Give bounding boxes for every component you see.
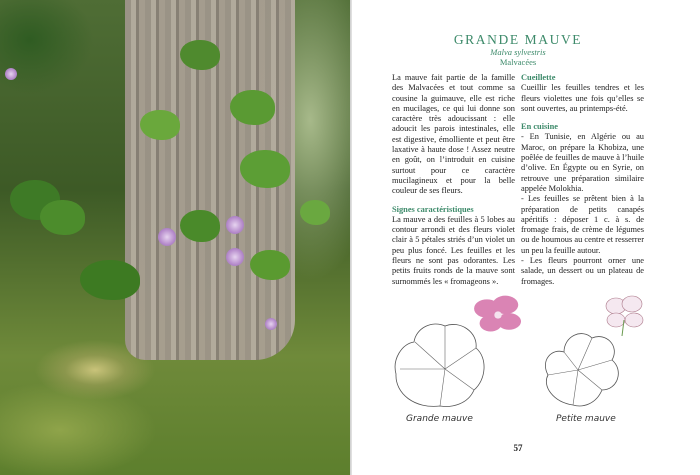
leaf: [180, 210, 220, 242]
intro-text: La mauve fait partie de la famille des Malvacées et tout comme sa cousine la guimauve, elle est riche en mucilages, ce qui lui donne son caractère très adoucissant : elle adoucit les parois intestinales, elle est digestive, émolliente et peut être laxative à haute dose ! Assez neutre en goût, on l’introduit en cuisine surtout pour ce caractère mucilagineux et pour la belle couleur de ses fleurs.: [392, 73, 515, 196]
leaf: [140, 110, 180, 140]
page-number: 57: [513, 443, 523, 453]
latin-name: Malva sylvestris: [490, 47, 546, 57]
flower: [265, 318, 277, 330]
kitchen-item: - Les fleurs pourront orner une salade, un dessert ou un plateau de fromages.: [521, 256, 644, 286]
flower: [226, 248, 244, 266]
signs-heading: Signes caractéristiques: [392, 204, 474, 214]
leaf: [250, 250, 290, 280]
page-title: GRANDE MAUVE: [453, 32, 583, 47]
leaf: [180, 40, 220, 70]
small-mallow-flower-illustration: [600, 290, 648, 338]
leaf: [300, 200, 330, 225]
flower: [226, 216, 244, 234]
leaf: [240, 150, 290, 188]
left-column: [392, 73, 515, 287]
flower: [158, 228, 176, 246]
kitchen-item: - En Tunisie, en Algérie ou au Maroc, on prépare la Khobiza, une poêlée de feuilles de mauve à l’huile d’olive. En Égypte ou en Syrie, on retrouve une préparation similaire appelée Molokhia.: [521, 132, 644, 193]
kitchen-item: - Les feuilles se prêtent bien à la préparation de petits canapés apéritifs : déposer 1 c. à s. de fromage frais, de crème de légumes ou de houmous au centre et resserrer un peu la feuille autour.: [521, 194, 644, 255]
leaf: [40, 200, 85, 235]
recipe-page: [352, 0, 700, 475]
kitchen-heading: En cuisine: [521, 122, 559, 132]
caption-small-mallow: Petite mauve: [556, 414, 616, 424]
plant-family: Malvacées: [499, 57, 537, 67]
flower: [5, 68, 17, 80]
mallow-flower-illustration: [468, 292, 528, 338]
harvest-heading: Cueillette: [521, 73, 556, 82]
caption-large-mallow: Grande mauve: [406, 414, 473, 424]
signs-text: La mauve a des feuilles à 5 lobes au contour arrondi et des fleurs violet clair à 5 pétales striés d’un violet un peu plus foncé. Les feuilles et les fleurs ne sont pas odorantes. Les petits fruits ronds de la mauve sont surnommés les « fromageons ».: [392, 214, 515, 286]
leaf: [80, 260, 140, 300]
harvest-text: Cueillir les feuilles tendres et les fleurs violettes une fois qu’elles se sont ouvertes, au printemps-été.: [521, 83, 644, 113]
leaf: [230, 90, 275, 125]
right-column: [521, 73, 644, 287]
